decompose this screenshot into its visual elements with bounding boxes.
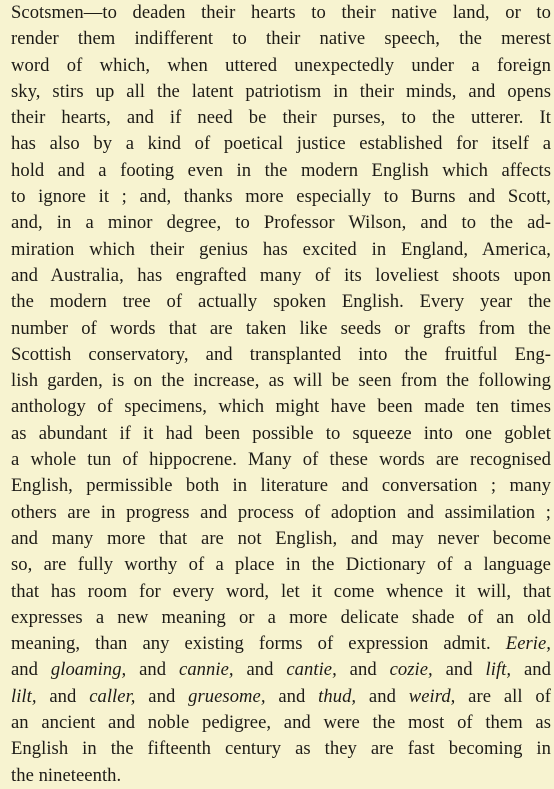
text-line-2: render them indifferent to their native speech, the merest [11,28,551,50]
text-line-6: has also by a kind of poetical justice established for itself a [11,133,551,155]
italic-word-lift: lift, [485,659,512,681]
text-line-13: number of words that are taken like seeds or grafts from the [11,317,551,339]
text-line-1: Scotsmen—to deaden their hearts to their native land, or to [11,2,551,23]
text-line-21: and many more that are not English, and may never become [11,527,551,549]
italic-word-gruesome: gruesome, [188,685,266,707]
italic-word-weird: weird, [408,685,456,707]
text-segment: and [356,685,409,707]
text-line-12: the modern tree of actually spoken English. Every year the [11,291,551,313]
text-line-30: the nineteenth. [11,764,122,786]
text-line-24: expresses a new meaning or a more delicate shade of an old [11,606,551,628]
italic-word-caller: caller, [89,685,136,707]
text-line-27 [11,684,551,710]
text-line-15: lish garden, is on the increase, as will be seen from the following [11,370,551,392]
text-line-7: hold and a footing even in the modern English which affects [11,159,551,181]
text-segment: meaning, than any existing forms of expression admit. [11,633,506,655]
italic-word-gloaming: gloaming, [50,659,127,681]
text-line-22: so, are fully worthy of a place in the Dictionary of a language [11,554,551,576]
text-line-18: a whole tun of hippocrene. Many of these words are recognised [11,449,551,471]
text-line-25 [11,631,551,657]
italic-word-cannie: cannie, [179,659,234,681]
text-segment: and [511,659,551,681]
text-line-9: and, in a minor degree, to Professor Wilson, and to the ad- [11,212,551,234]
text-line-16: anthology of specimens, which might have been made ten times [11,396,551,418]
text-line-19: English, permissible both in literature and conversation ; many [11,475,551,497]
text-line-26 [11,657,551,683]
text-segment: are all of [455,685,551,707]
text-line-20: others are in progress and process of adoption and assimilation ; [11,501,551,523]
text-line-23: that has room for every word, let it come whence it will, that [11,580,551,602]
text-segment: and [36,685,90,707]
italic-word-cozie: cozie, [389,659,433,681]
text-segment: and [432,659,486,681]
text-segment: and [336,659,390,681]
italic-word-thud: thud, [318,685,357,707]
text-line-8: to ignore it ; and, thanks more especially to Burns and Scott, [11,186,551,208]
text-segment: and [135,685,189,707]
text-line-14: Scottish conservatory, and transplanted into the fruitful Eng- [11,343,551,365]
paragraph [11,0,551,789]
text-line-4: sky, stirs up all the latent patriotism in their minds, and opens [11,80,551,102]
text-line-10: miration which their genius has excited in England, America, [11,238,551,260]
italic-word-lilt: lilt, [11,685,37,707]
text-line-29: English in the fifteenth century as they are fast becoming in [11,738,551,760]
text-line-11: and Australia, has engrafted many of its loveliest shoots upon [11,264,551,286]
text-line-3: word of which, when uttered unexpectedly under a foreign [11,54,551,76]
italic-word-cantie: cantie, [286,659,337,681]
text-line-28: an ancient and noble pedigree, and were the most of them as [11,712,551,734]
text-segment: and [11,659,51,681]
text-segment: and [126,659,180,681]
text-segment: and [265,685,319,707]
text-line-5: their hearts, and if need be their purses, to the utterer. It [11,107,551,129]
text-line-17: as abundant if it had been possible to squeeze into one goblet [11,422,551,444]
italic-word-eerie: Eerie, [505,633,551,655]
text-segment: and [233,659,287,681]
